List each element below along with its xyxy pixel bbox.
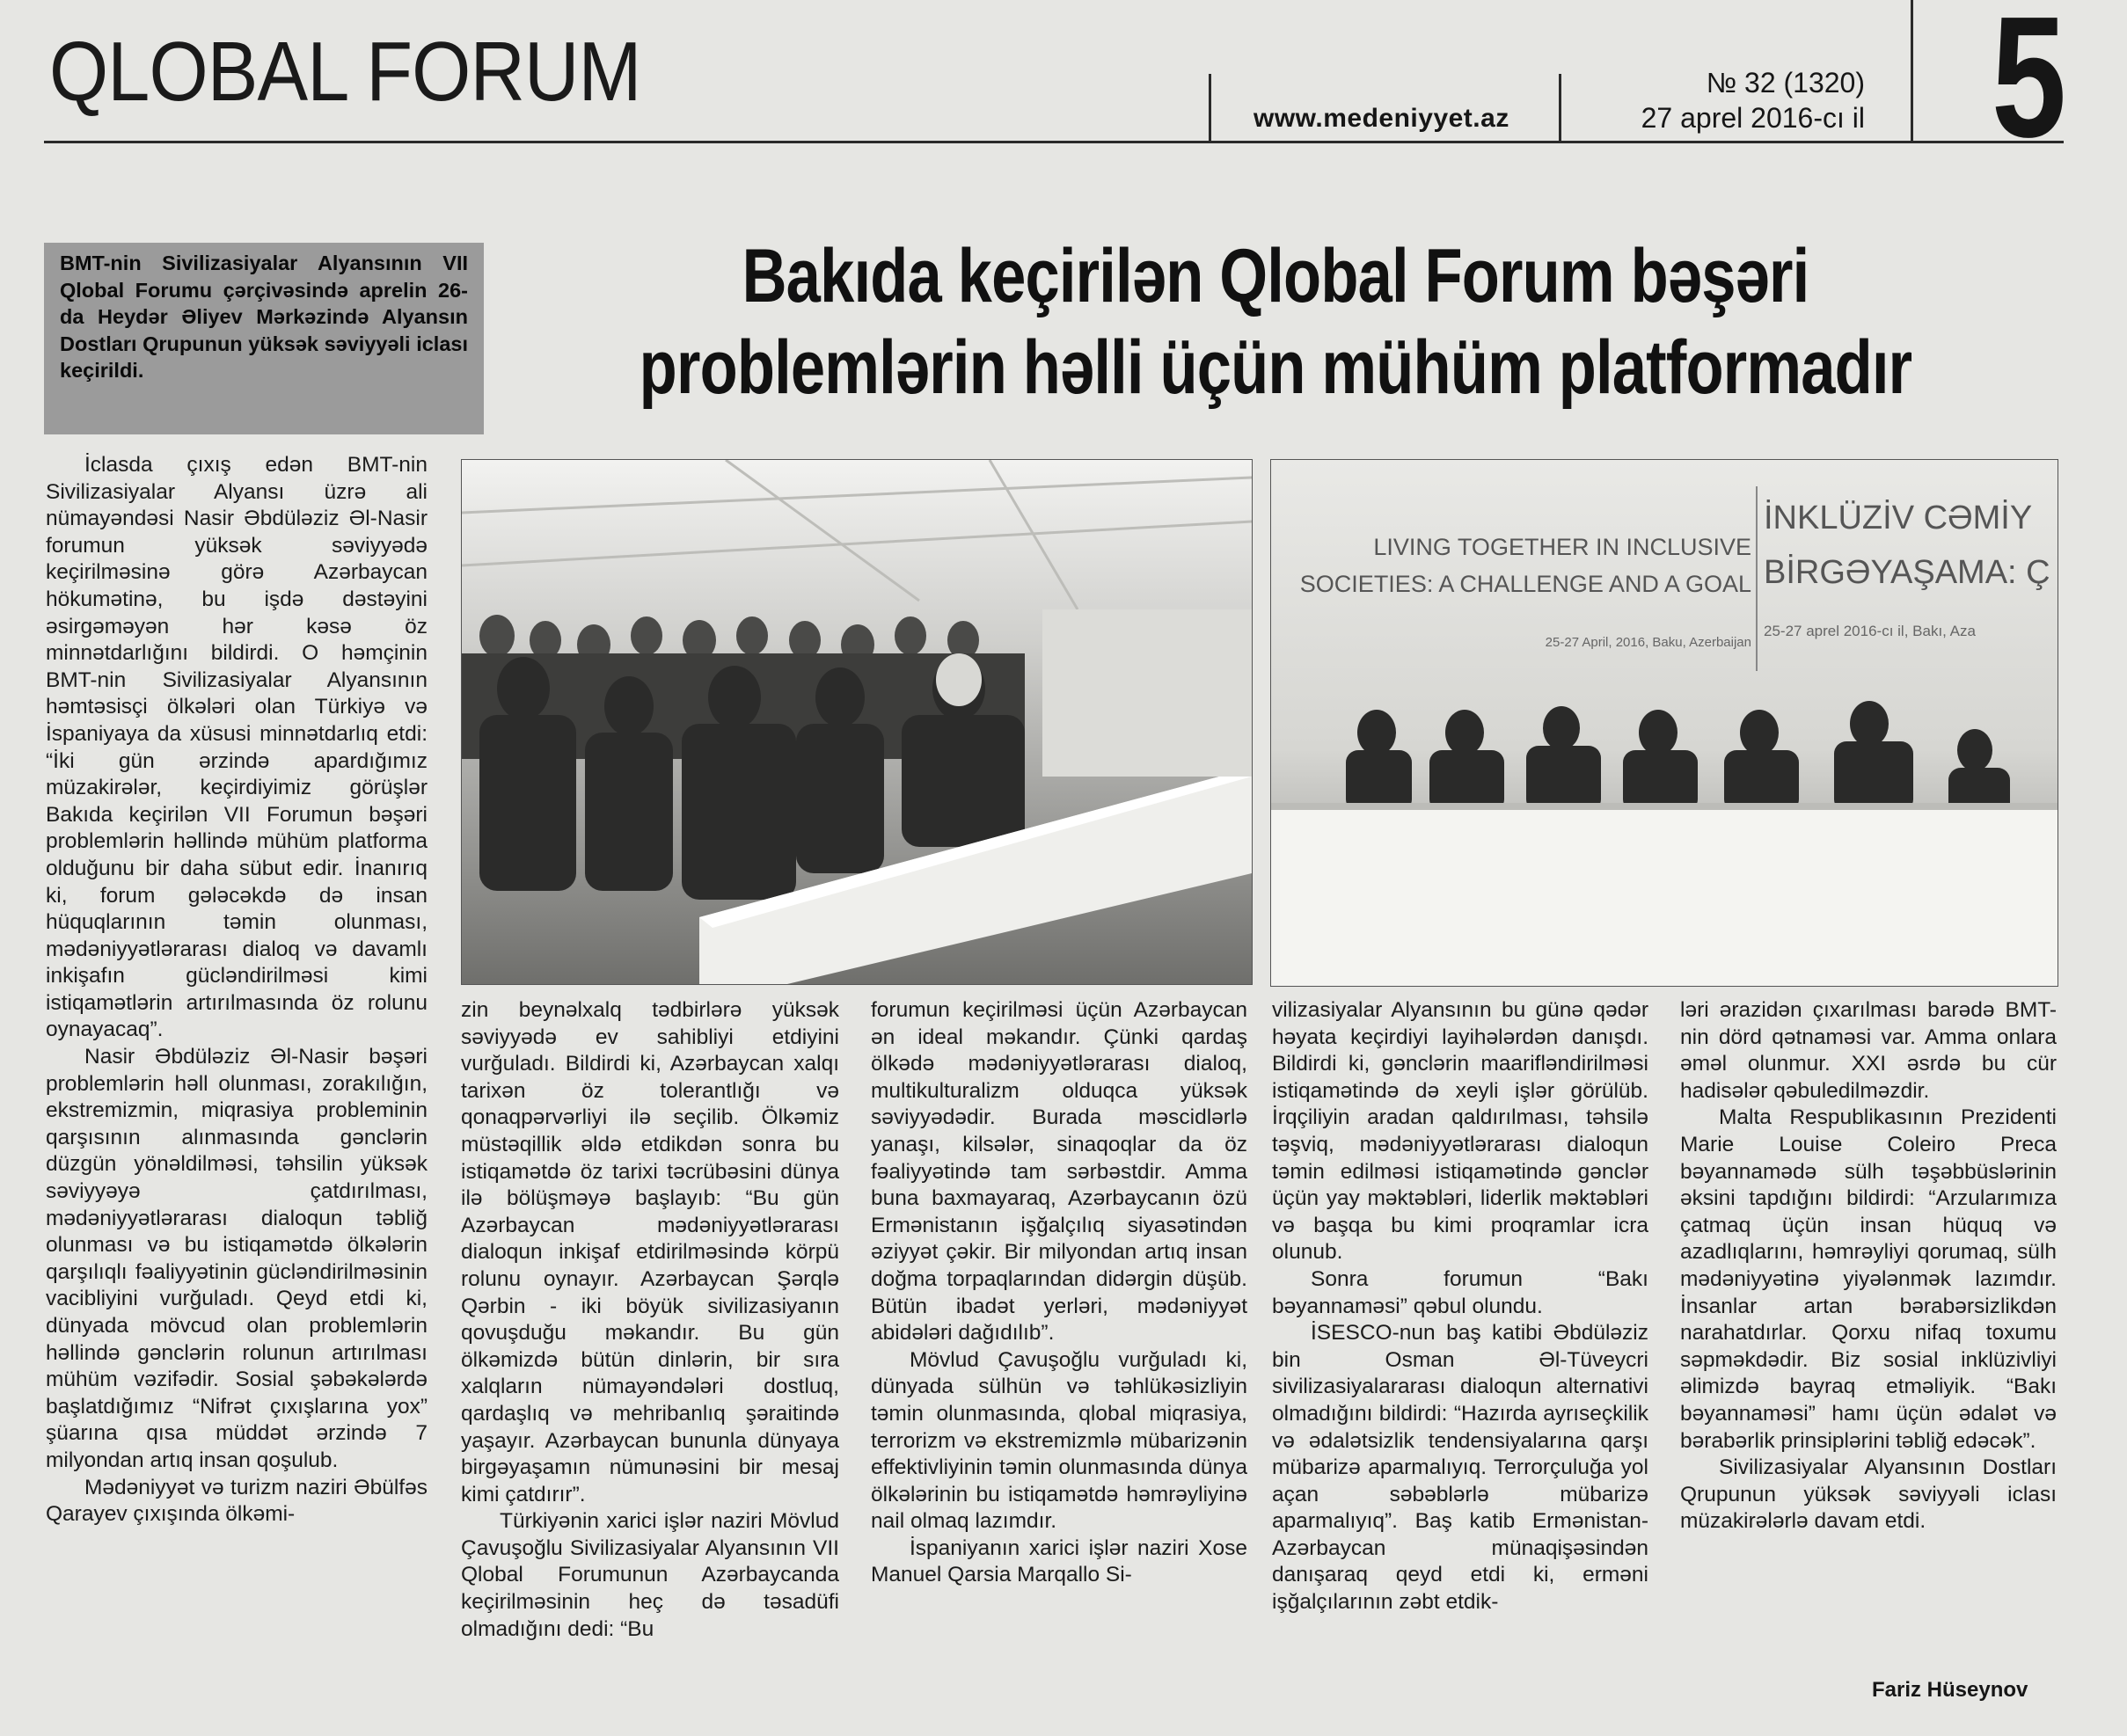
banner-en-date: 25-27 April, 2016, Baku, Azerbaijan (1545, 635, 1751, 650)
col2-paragraph: zin beynəlxalq tədbirlərə yüksək səviyyədə ev sahibliyi etdiyini vurğuladı. Bildirdi ki, Azərbaycan xalqı tarixən öz tolerantlığı və qonaqpərvərliyi ilə seçilib. Ölkəmiz müstəqillik əldə etdikdən sonra bu istiqamətdə öz tarixi təcrübəsini dünya ilə bölüşməyə başlayıb: “Bu gün Azərbaycan mədəniyyətlərarası dialoqun inkişaf etdirilməsində körpü rolunu oynayır. Azərbaycan Şərqlə Qərbin - iki böyük sivilizasiyanın qovuşduğu məkandır. Bu gün ölkəmizdə bütün dinlərin, bir sıra xalqların nümayəndələri dostluq, qardaşlıq və mehribanlıq şəraitində yaşayır. Azərbaycan bununla dünyaya birgəyaşamın nümunəsini bir mesaj kimi çatdırır”. (461, 998, 839, 1506)
banner-az-date: 25-27 aprel 2016-cı il, Bakı, Aza (1764, 623, 1976, 639)
column-5 (1680, 997, 2057, 1535)
issue-date: 27 aprel 2016-cı il (1641, 102, 1865, 134)
headline (493, 230, 2058, 413)
col3-paragraph: Mövlud Çavuşoğlu vurğuladı ki, dünyada sülhün və təhlükəsizliyin təmin olunmasında, qlobal miqrasiya, terrorizm və ekstremizmlə mübarizənin effektivliyinin təmin olunmasında dünya ölkələrinin bu istiqamətdə həmrəyliyinə nail olmaq lazımdır. (871, 1347, 1247, 1534)
banner-az-line-2: BİRGƏYAŞAMA: Ç (1764, 554, 2050, 591)
header-divider-3 (1911, 0, 1913, 142)
byline: Fariz Hüseynov (1872, 1678, 2028, 1702)
header-divider-2 (1559, 74, 1561, 142)
banner-az-line-1: İNKLÜZİV CƏMİY (1764, 500, 2033, 536)
headline-line-1: Bakıda keçirilən Qlobal Forum bəşəri (742, 234, 1809, 318)
col3-paragraph: forumun keçirilməsi üçün Azərbaycan ən ideal məkandır. Çünki qardaş ölkədə mədəniyyətlərarası dialoq, multikulturalizm olduqca yüksək səviyyədədir. Burada məscidlərlə yanaşı, kilsələr, sinaqoqlar da öz fəaliyyətində tam sərbəstdir. Amma buna baxmayaraq, Azərbaycanın özü Ermənistanın işğalçılıq siyasətindən əziyyət çəkir. Bir milyondan artıq insan doğma torpaqlarından didərgin düşüb. Bütün ibadət yerləri, mədəniyyət abidələri dağıdılıb”. (871, 998, 1247, 1346)
column-1 (46, 452, 428, 1528)
header-rule (44, 141, 2064, 143)
banner-en-line-2: SOCIETIES: A CHALLENGE AND A GOAL (1299, 571, 1751, 597)
section-title: QLOBAL FORUM (49, 25, 641, 119)
col1-paragraph: Nasir Əbdüləziz Əl-Nasir bəşəri problemlərin həll olunması, zorakılığın, ekstremizmin, miqrasiya probleminin qarşısının alınmasında gənclərin düzgün yönəldilməsi, təhsilin yüksək səviyyəyə çatdırılması, mədəniyyətlərarası dialoqun təbliğ olunması və bu istiqamətdə ölkələrin qarşılıqlı fəaliyyətinin gücləndirilməsinin vacibliyini vurğuladı. Qeyd etdi ki, dünyada mövcud olan problemlərin həllində gənclərin rolunun artırılması mühüm vəzifədir. Sosial şəbəkələrdə başlatdığımız “Nifrət çıxışlarına yox” şüarına qısa müddət ərzində 7 milyondan artıq insan qoşulub. (46, 1045, 428, 1472)
website-url: www.medeniyyet.az (1254, 104, 1509, 133)
photo-audience (461, 459, 1253, 985)
col4-paragraph: İSESCO-nun baş katibi Əbdüləziz bin Osman Əl-Tüveycri sivilizasiyalararası dialoqun alternativi olmadığını bildirdi: “Hazırda ayrıseçkilik və ədalətsizlik tendensiyalarına qarşı mübarizə aparmalıyıq. Terrorçuluğa yol açan səbəblərlə mübarizə aparmalıyıq”. Baş katib Ermənistan-Azərbaycan münaqişəsindən danışaraq qeyd etdi ki, erməni işğalçılarının zəbt etdik- (1272, 1321, 1648, 1615)
column-4 (1272, 997, 1648, 1616)
photo-panel-image (1271, 460, 2058, 986)
issue-number: № 32 (1320) (1706, 67, 1865, 98)
column-3 (871, 997, 1247, 1589)
headline-line-2: problemlərin həlli üçün mühüm platformadır (639, 325, 1912, 410)
col5-paragraph: ləri ərazidən çıxarılması barədə BMT-nin dörd qətnaməsi var. Amma onlara əməl olunmur. XXI əsrdə bu cür hadisələr qəbuledilməzdir. (1680, 998, 2057, 1103)
page-number: 5 (1992, 0, 2067, 173)
photo-audience-image (462, 460, 1252, 984)
banner-en-line-1: LIVING TOGETHER IN INCLUSIVE (1373, 534, 1751, 560)
col4-paragraph: vilizasiyalar Alyansının bu günə qədər həyata keçirdiyi layihələrdən danışdı. Bildirdi ki, gənclərin maarifləndirilməsi istiqamətində də xeyli işlər görülüb. İrqçiliyin aradan qaldırılması, təhsilə təşviq, mədəniyyətlərarası dialoqun təmin edilməsi istiqamətində gənclər üçün yay məktəbləri, liderlik məktəbləri və başqa bu kimi proqramlar icra olunub. (1272, 998, 1648, 1265)
intro-box: BMT-nin Sivilizasiyalar Alyansının VII Qlobal Forumu çərçivəsində aprelin 26-da Heydər Əliyev Mərkəzində Alyansın Dostları Qrupunun yüksək səviyyəli iclası keçirildi. (44, 243, 484, 434)
photo-panel (1270, 459, 2058, 987)
col1-paragraph: İclasda çıxış edən BMT-nin Sivilizasiyalar Alyansı üzrə ali nümayəndəsi Nasir Əbdüləziz Əl-Nasir forumun yüksək səviyyədə keçirilməsinə görə Azərbaycan hökumətinə, bu işdə dəstəyini əsirgəməyən hər kəsə öz minnətdarlığını bildirdi. O həmçinin BMT-nin Sivilizasiyalar Alyansının həmtəsisçi ölkələri olan Türkiyə və İspaniyaya da xüsusi minnətdarlıq etdi: “İki gün ərzində apardığımız müzakirələr, keçirdiyimiz görüşlər Bakıda keçirilən VII Forumun bəşəri problemlərin həllində mühüm platforma olduğunu bir daha sübut edir. İnanırıq ki, forum gələcəkdə də insan hüquqlarının təmin olunması, mədəniyyətlərarası dialoq və davamlı inkişafın gücləndirilməsi kimi istiqamətlərin artırılmasında öz rolunu oynayacaq”. (46, 453, 428, 1042)
col5-paragraph: Malta Respublikasının Prezidenti Marie Louise Coleiro Preca bəyannamədə sülh təşəbbüslərinin əksini tapdığını bildirdi: “Arzularımıza çatmaq üçün insan hüquq və azadlıqlarını, həmrəyliyi qorumaq, sülh mədəniyyətinə yiyələnmək lazımdır. İnsanlar artan bərabərsizlikdən narahatdırlar. Qorxu nifaq toxumu səpməkdədir. Biz sosial inklüzivliyi əlimizdə bayraq etməliyik. “Bakı bəyannaməsi” hamı üçün ədalət və bərabərlik prinsiplərini təbliğ edəcək”. (1680, 1105, 2057, 1453)
header-divider-1 (1209, 74, 1211, 142)
col3-paragraph: İspaniyanın xarici işlər naziri Xose Manuel Qarsia Marqallo Si- (871, 1535, 1247, 1587)
col2-paragraph: Türkiyənin xarici işlər naziri Mövlud Çavuşoğlu Sivilizasiyalar Alyansının VII Qlobal Forumunun Azərbaycanda keçirilməsinin heç də təsadüfi olmadığını dedi: “Bu (461, 1509, 839, 1641)
column-2 (461, 997, 839, 1643)
col4-paragraph: Sonra forumun “Bakı bəyannaməsi” qəbul olundu. (1272, 1266, 1648, 1318)
col5-paragraph: Sivilizasiyalar Alyansının Dostları Qrupunun yüksək səviyyəli iclası müzakirələrlə davam etdi. (1680, 1455, 2057, 1534)
col1-paragraph: Mədəniyyət və turizm naziri Əbülfəs Qarayev çıxışında ölkəmi- (46, 1475, 428, 1527)
